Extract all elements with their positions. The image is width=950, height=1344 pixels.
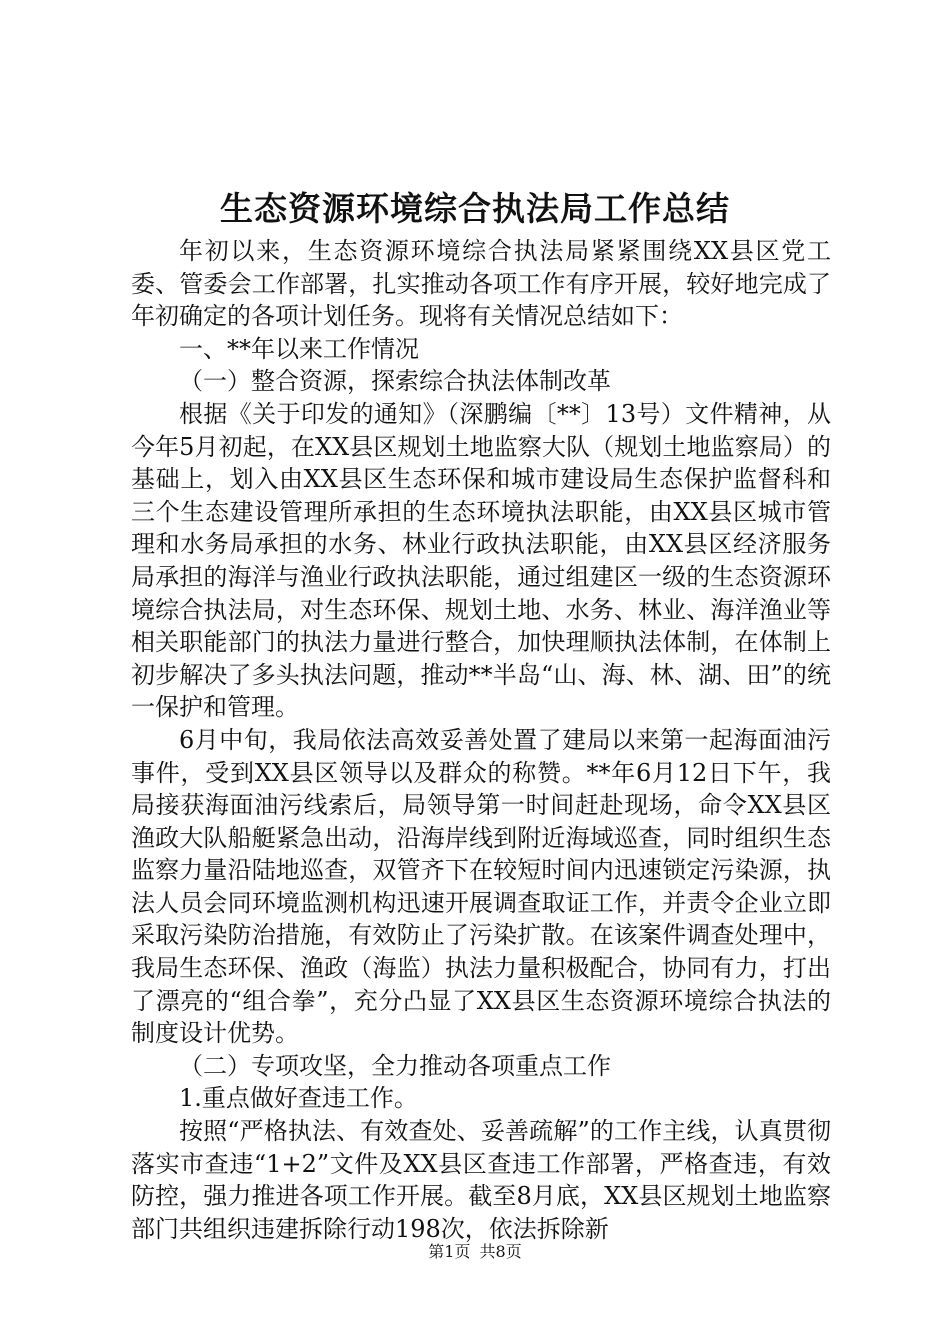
section-heading-1: 一、**年以来工作情况	[179, 334, 419, 363]
item-heading-1: 1.重点做好查违工作。	[179, 1084, 418, 1113]
subsection-heading-2: （二）专项攻坚，全力推动各项重点工作	[179, 1051, 611, 1080]
paragraph-oil-incident: 6月中旬，我局依法高效妥善处置了建局以来第一起海面油污事件，受到XX县区领导以及群众的称赞。**年6月12日下午，我局接获海面油污线索后，局领导第一时间赶赴现场，命令XX县区渔政大队船艇紧急出动，沿海岸线到附近海域巡查，同时组织生态监察力量沿陆地巡查，双管齐下在较短时间内迅速锁定污染源，执法人员会同环境监测机构迅速开展调查取证工作，并责令企业立即采取污染防治措施，有效防止了污染扩散。在该案件调查处理中，我局生态环保、渔政（海监）执法力量积极配合，协同有力，打出了漂亮的“组合拳”，充分凸显了XX县区生态资源环境综合执法的制度设计优势。	[131, 725, 831, 1048]
page-footer	[0, 1242, 950, 1262]
page-total: 共8页	[479, 1242, 522, 1261]
subsection-heading-1: （一）整合资源，探索综合执法体制改革	[179, 367, 611, 396]
document-body	[131, 235, 831, 1245]
paragraph-intro: 年初以来，生态资源环境综合执法局紧紧围绕XX县区党工委、管委会工作部署，扎实推动各项工作有序开展，较好地完成了年初确定的各项计划任务。现将有关情况总结如下：	[131, 237, 831, 331]
paragraph-enforcement: 按照“严格执法、有效查处、妥善疏解”的工作主线，认真贯彻落实市查违“1+2”文件及XX县区查违工作部署，严格查违，有效防控，强力推进各项工作开展。截至8月底，XX县区规划土地监察部门共组织违建拆除行动198次，依法拆除新	[131, 1117, 831, 1243]
paragraph-reform: 根据《关于印发的通知》（深鹏编〔**〕13号）文件精神，从今年5月初起，在XX县区规划土地监察大队（规划土地监察局）的基础上，划入由XX县区生态环保和城市建设局生态保护监督科和三个生态建设管理所承担的生态环境执法职能，由XX县区城市管理和水务局承担的水务、林业行政执法职能，由XX县区经济服务局承担的海洋与渔业行政执法职能，通过组建区一级的生态资源环境综合执法局，对生态环保、规划土地、水务、林业、海洋渔业等相关职能部门的执法力量进行整合，加快理顺执法体制，在体制上初步解决了多头执法问题，推动**半岛“山、海、林、湖、田”的统一保护和管理。	[131, 399, 831, 722]
page-number: 第1页	[428, 1242, 471, 1261]
document-title: 生态资源环境综合执法局工作总结	[220, 189, 730, 228]
